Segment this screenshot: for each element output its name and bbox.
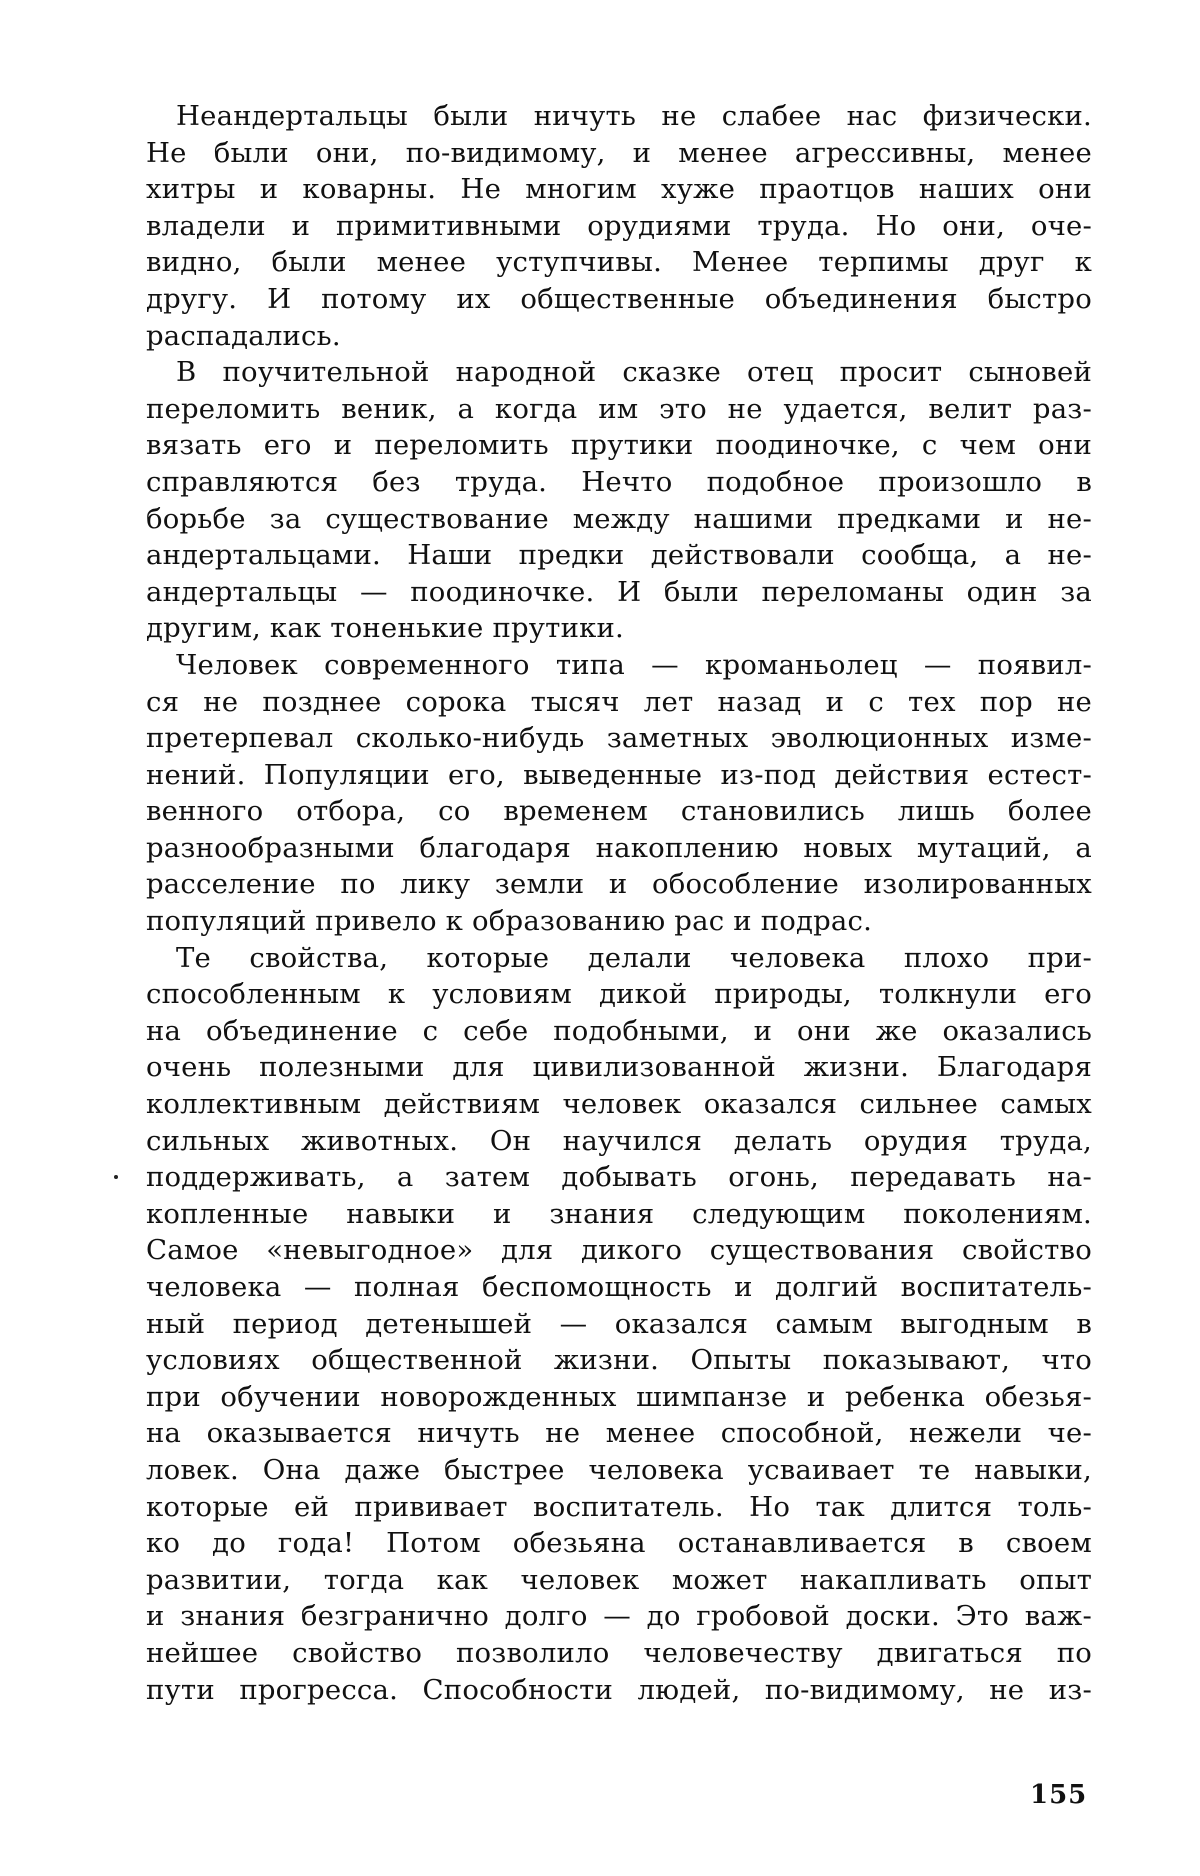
text-line: борьбе за существование между нашими предками и не- (146, 501, 1092, 538)
text-line: нейшее свойство позволило человечеству двигаться по (146, 1635, 1092, 1672)
text-line: при обучении новорожденных шимпанзе и ребенка обезья- (146, 1379, 1092, 1416)
text-line: сильных животных. Он научился делать орудия труда, (146, 1123, 1092, 1160)
text-line: Самое «невыгодное» для дикого существования свойство (146, 1232, 1092, 1269)
text-line: разнообразными благодаря накоплению новых мутаций, а (146, 830, 1092, 867)
text-line: андертальцами. Наши предки действовали сообща, а не- (146, 537, 1092, 574)
text-line: копленные навыки и знания следующим поколениям. (146, 1196, 1092, 1233)
text-line: способленным к условиям дикой природы, толкнули его (146, 976, 1092, 1013)
text-line: и знания безгранично долго — до гробовой доски. Это важ- (146, 1598, 1092, 1635)
text-line: человека — полная беспомощность и долгий воспитатель- (146, 1269, 1092, 1306)
text-line: Не были они, по-видимому, и менее агрессивны, менее (146, 135, 1092, 172)
text-line: нений. Популяции его, выведенные из-под действия естест- (146, 757, 1092, 794)
text-line: венного отбора, со временем становились лишь более (146, 793, 1092, 830)
text-line: видно, были менее уступчивы. Менее терпимы друг к (146, 244, 1092, 281)
text-line: другу. И потому их общественные объединения быстро (146, 281, 1092, 318)
text-line: очень полезными для цивилизованной жизни. Благодаря (146, 1049, 1092, 1086)
text-line: справляются без труда. Нечто подобное произошло в (146, 464, 1092, 501)
text-line: пути прогресса. Способности людей, по-видимому, не из- (146, 1672, 1092, 1709)
text-line: претерпевал сколько-нибудь заметных эволюционных изме- (146, 720, 1092, 757)
text-line: поддерживать, а затем добывать огонь, передавать на- (146, 1159, 1092, 1196)
text-line: условиях общественной жизни. Опыты показывают, что (146, 1342, 1092, 1379)
text-line: ся не позднее сорока тысяч лет назад и с тех пор не (146, 684, 1092, 721)
text-line: В поучительной народной сказке отец просит сыновей (146, 354, 1092, 391)
text-line: Неандертальцы были ничуть не слабее нас физически. (146, 98, 1092, 135)
book-page (0, 0, 1200, 1876)
text-line: которые ей прививает воспитатель. Но так длится толь- (146, 1489, 1092, 1526)
text-line: андертальцы — поодиночке. И были переломаны один за (146, 574, 1092, 611)
text-line: развитии, тогда как человек может накапливать опыт (146, 1562, 1092, 1599)
text-line: на объединение с себе подобными, и они же оказались (146, 1013, 1092, 1050)
text-line: ный период детенышей — оказался самым выгодным в (146, 1306, 1092, 1343)
text-line: хитры и коварны. Не многим хуже праотцов наших они (146, 171, 1092, 208)
text-line: Те свойства, которые делали человека плохо при- (146, 940, 1092, 977)
text-line: Человек современного типа — кроманьолец — появил- (146, 647, 1092, 684)
text-line: ловек. Она даже быстрее человека усваивает те навыки, (146, 1452, 1092, 1489)
text-line: владели и примитивными орудиями труда. Но они, оче- (146, 208, 1092, 245)
text-line: распадались. (146, 318, 1092, 355)
text-line: коллективным действиям человек оказался сильнее самых (146, 1086, 1092, 1123)
text-line: расселение по лику земли и обособление изолированных (146, 866, 1092, 903)
body-text (146, 98, 1092, 1708)
text-line: переломить веник, а когда им это не удается, велит раз- (146, 391, 1092, 428)
page-number: 155 (1030, 1780, 1087, 1810)
text-line: другим, как тоненькие прутики. (146, 610, 1092, 647)
text-line: вязать его и переломить прутики поодиночке, с чем они (146, 427, 1092, 464)
text-line: на оказывается ничуть не менее способной, нежели че- (146, 1415, 1092, 1452)
print-speck (114, 1175, 118, 1179)
text-line: ко до года! Потом обезьяна останавливается в своем (146, 1525, 1092, 1562)
text-line: популяций привело к образованию рас и подрас. (146, 903, 1092, 940)
